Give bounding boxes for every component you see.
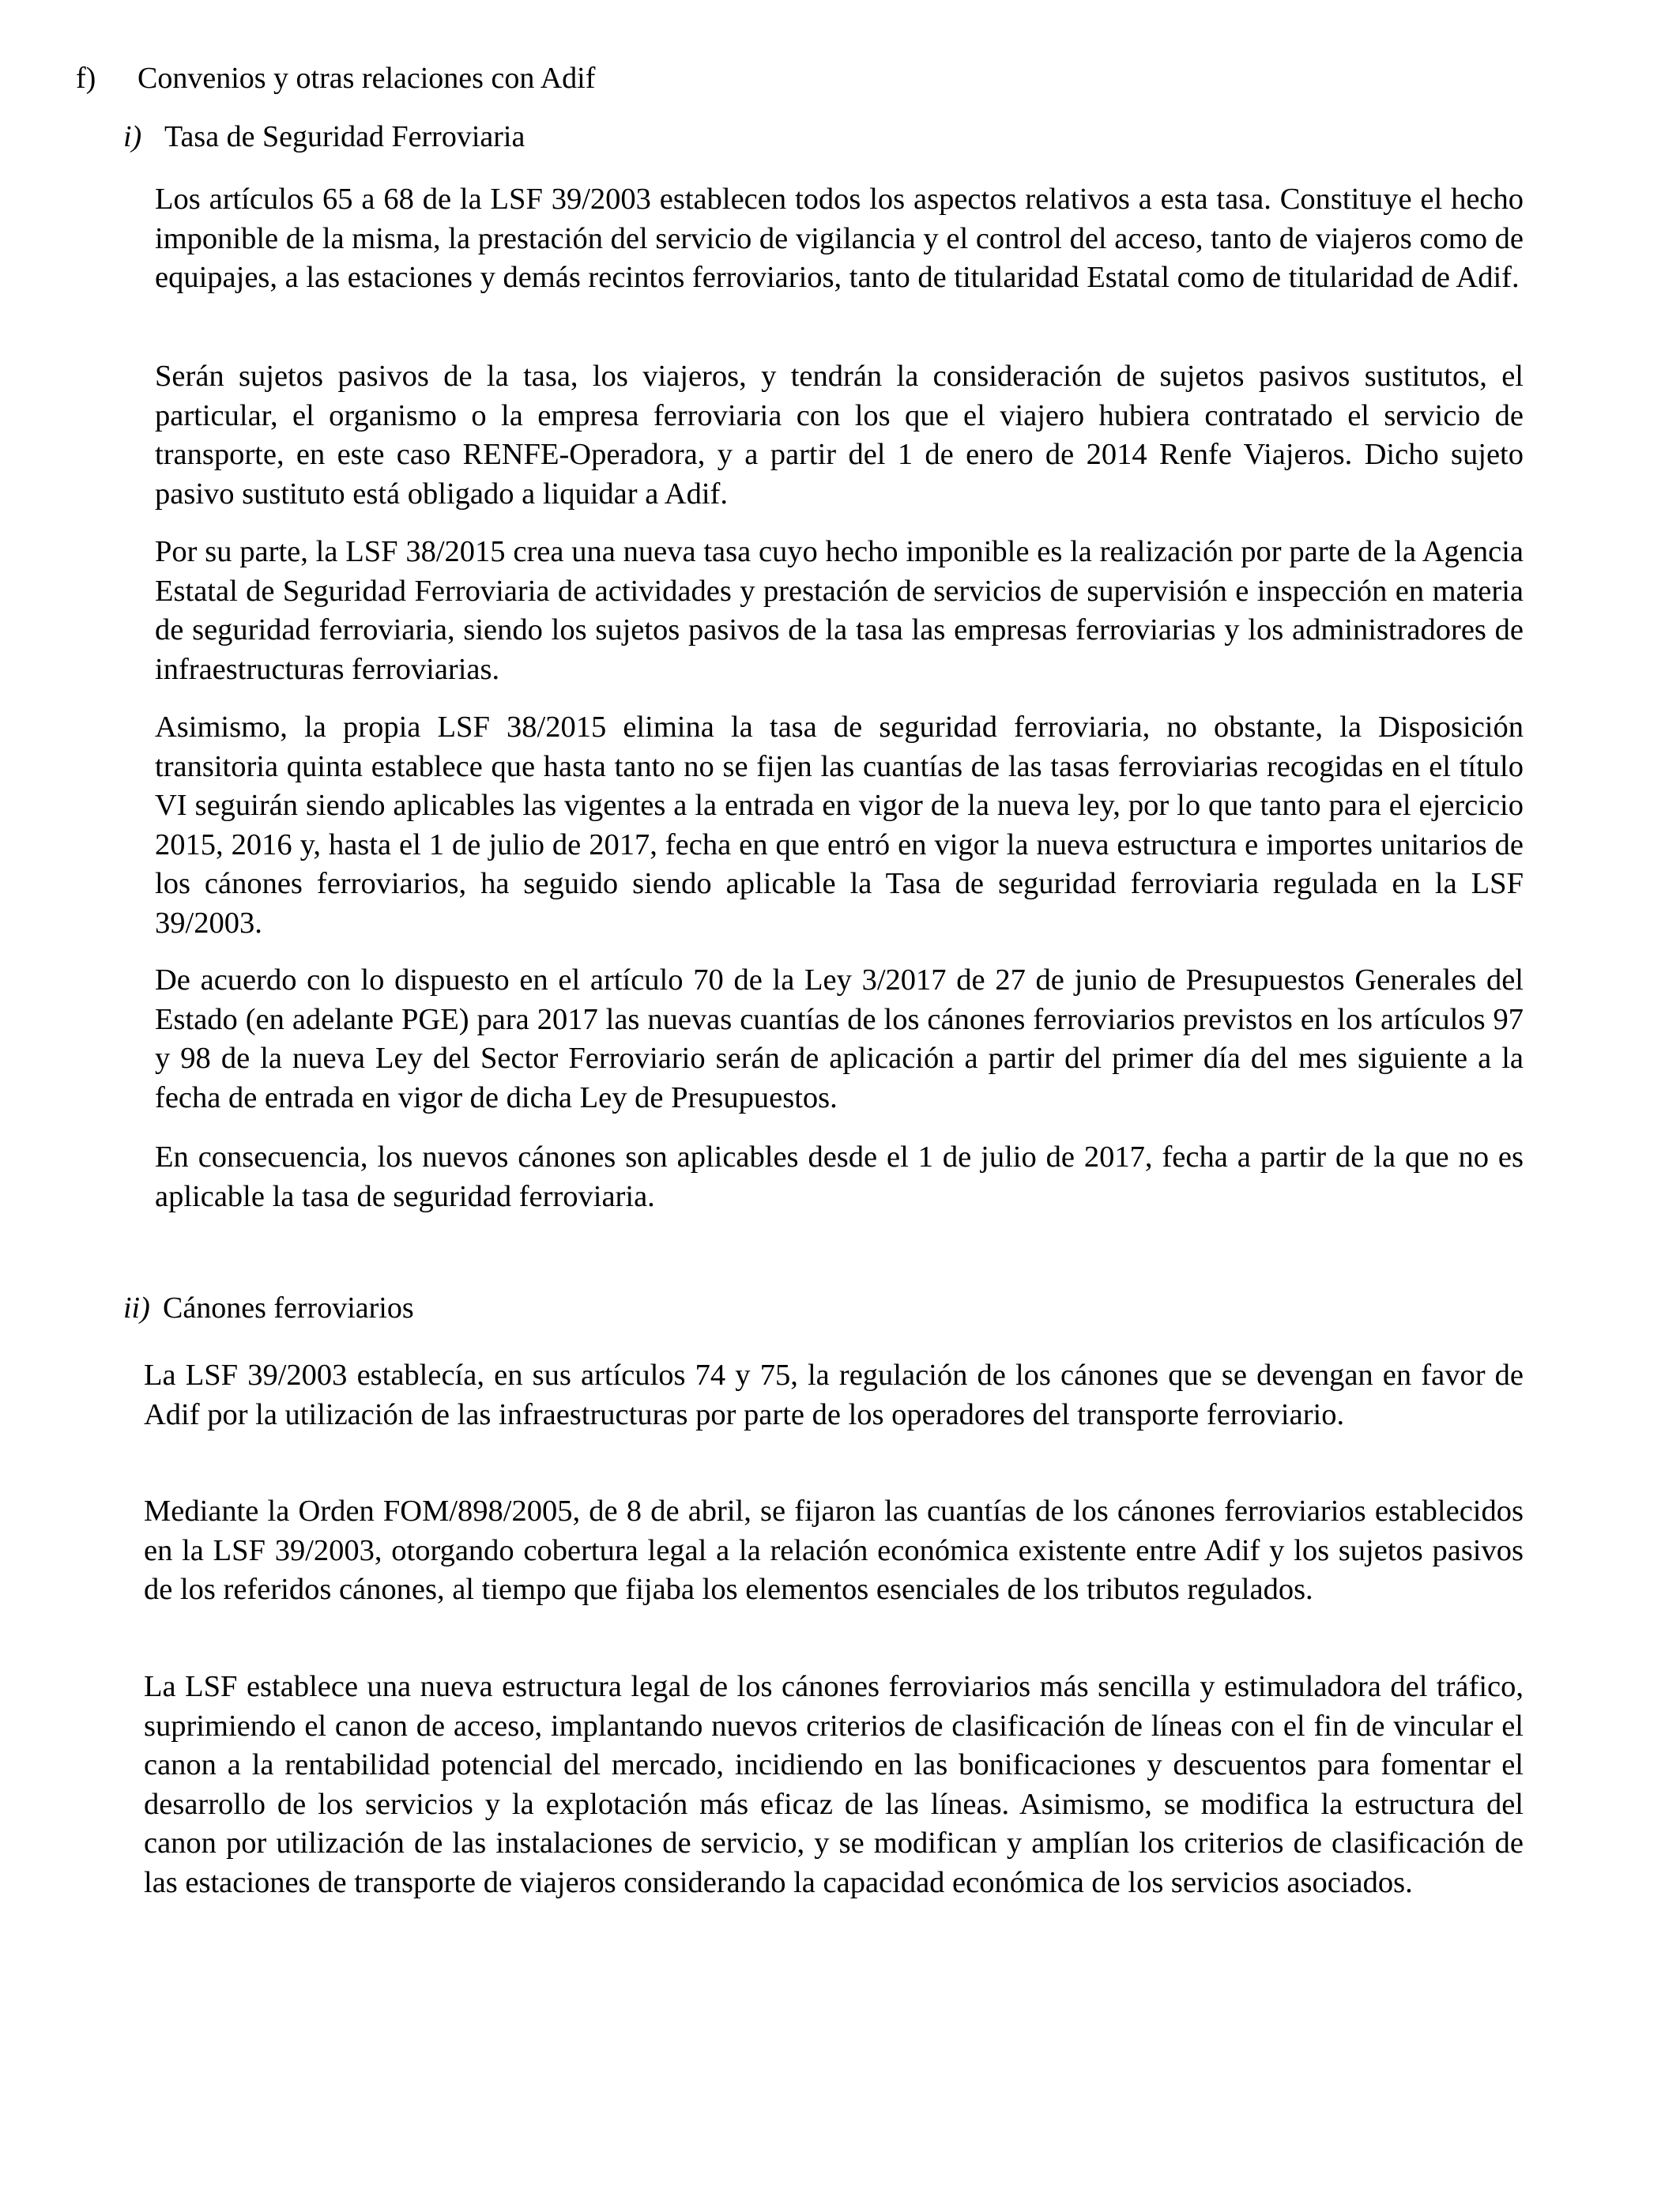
subsection-i-title: Tasa de Seguridad Ferroviaria: [164, 120, 525, 153]
section-f-title: Convenios y otras relaciones con Adif: [137, 62, 596, 95]
subsection-ii-paragraph-2: Mediante la Orden FOM/898/2005, de 8 de abril, se fijaron las cuantías de los cánones ferroviarios establecidos en la LSF 39/2003, otorgando cobertura legal a la relación económica existente entre Adif y los sujetos pasivos de los referidos cánones, al tiempo que fijaba los elementos esenciales de los tributos regulados.: [144, 1495, 1524, 1607]
subsection-ii-title: Cánones ferroviarios: [163, 1291, 414, 1325]
subsection-i-paragraph-3: Por su parte, la LSF 38/2015 crea una nueva tasa cuyo hecho imponible es la realización por parte de la Agencia Estatal de Seguridad Ferroviaria de actividades y prestación de servicios de supervisión e inspección en materia de seguridad ferroviaria, siendo los sujetos pasivos de la tasa las empresas ferroviarias y los administradores de infraestructuras ferroviarias.: [155, 535, 1524, 686]
subsection-i-paragraph-5: De acuerdo con lo dispuesto en el artículo 70 de la Ley 3/2017 de 27 de junio de Presupuestos Generales del Estado (en adelante PGE) para 2017 las nuevas cuantías de los cánones ferroviarios previstos en los artículos 97 y 98 de la nueva Ley del Sector Ferroviario serán de aplicación a partir del primer día del mes siguiente a la fecha de entrada en vigor de dicha Ley de Presupuestos.: [155, 963, 1524, 1114]
subsection-i-paragraph-4: Asimismo, la propia LSF 38/2015 elimina la tasa de seguridad ferroviaria, no obstante, la Disposición transitoria quinta establece que hasta tanto no se fijen las cuantías de las tasas ferroviarias recogidas en el título VI seguirán siendo aplicables las vigentes a la entrada en vigor de la nueva ley, por lo que tanto para el ejercicio 2015, 2016 y, hasta el 1 de julio de 2017, fecha en que entró en vigor la nueva estructura e importes unitarios de los cánones ferroviarios, ha seguido siendo aplicable la Tasa de seguridad ferroviaria regulada en la LSF 39/2003.: [155, 711, 1524, 940]
subsection-i-paragraph-2: Serán sujetos pasivos de la tasa, los viajeros, y tendrán la consideración de sujetos pasivos sustitutos, el particular, el organismo o la empresa ferroviaria con los que el viajero hubiera contratado el servicio de transporte, en este caso RENFE-Operadora, y a partir del 1 de enero de 2014 Renfe Viajeros. Dicho sujeto pasivo sustituto está obligado a liquidar a Adif.: [155, 360, 1524, 511]
subsection-ii-paragraph-3: La LSF establece una nueva estructura legal de los cánones ferroviarios más sencilla y estimuladora del tráfico, suprimiendo el canon de acceso, implantando nuevos criterios de clasificación de líneas con el fin de vincular el canon a la rentabilidad potencial del mercado, incidiendo en las bonificaciones y descuentos para fomentar el desarrollo de los servicios y la explotación más eficaz de las líneas. Asimismo, se modifica la estructura del canon por utilización de las instalaciones de servicio, y se modifican y amplían los criterios de clasificación de las estaciones de transporte de viajeros considerando la capacidad económica de los servicios asociados.: [144, 1670, 1524, 1899]
subsection-ii-marker: ii): [123, 1291, 150, 1325]
subsection-ii-paragraph-1: La LSF 39/2003 establecía, en sus artículos 74 y 75, la regulación de los cánones que se devengan en favor de Adif por la utilización de las infraestructuras por parte de los operadores del transporte ferroviario.: [144, 1359, 1524, 1431]
subsection-i-heading: [123, 117, 525, 156]
section-f-marker: f): [76, 62, 96, 95]
subsection-i-paragraph-1: Los artículos 65 a 68 de la LSF 39/2003 establecen todos los aspectos relativos a esta tasa. Constituye el hecho imponible de la misma, la prestación del servicio de vigilancia y el control del acceso, tanto de viajeros como de equipajes, a las estaciones y demás recintos ferroviarios, tanto de titularidad Estatal como de titularidad de Adif.: [155, 183, 1524, 295]
subsection-i-paragraph-6: En consecuencia, los nuevos cánones son aplicables desde el 1 de julio de 2017, fecha a partir de la que no es aplicable la tasa de seguridad ferroviaria.: [155, 1140, 1524, 1213]
section-f-heading: [76, 58, 595, 98]
subsection-ii-heading: [123, 1288, 414, 1328]
subsection-i-marker: i): [123, 120, 142, 153]
